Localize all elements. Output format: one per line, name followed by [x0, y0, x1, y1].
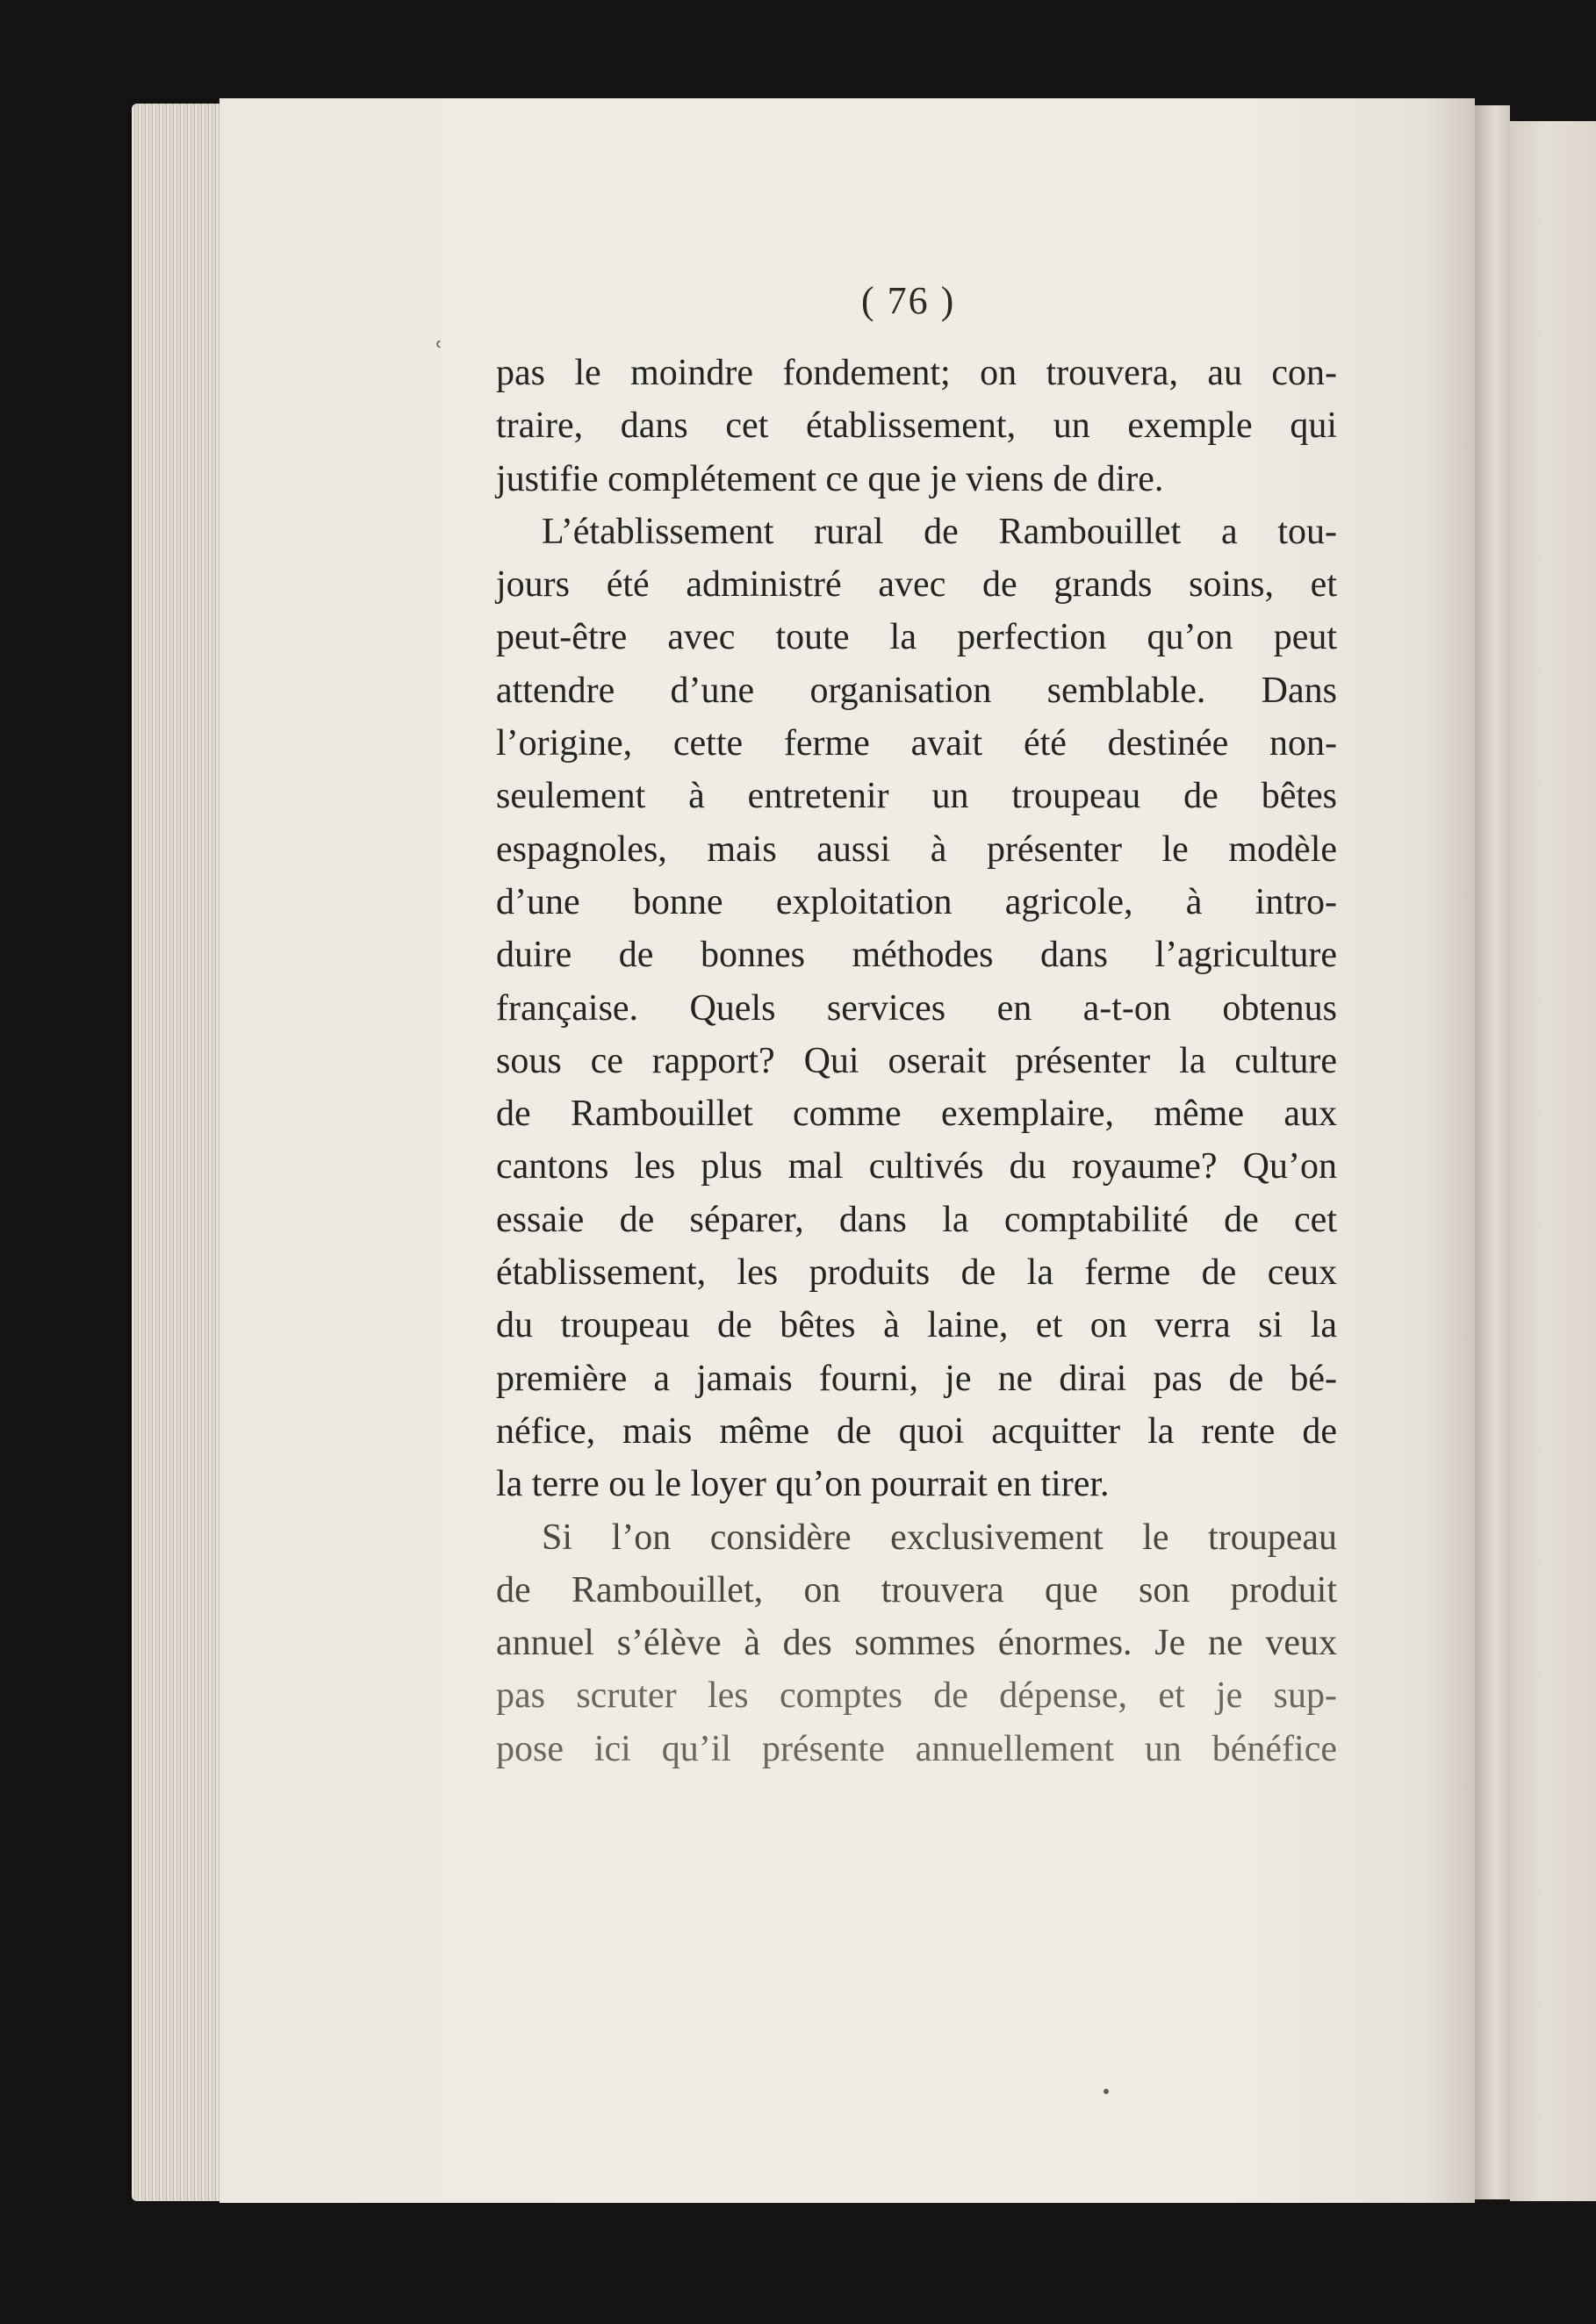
text-line: seulement à entretenir un troupeau de bêtes	[496, 776, 1337, 817]
text-line: L’établissement rural de Rambouillet a tou-	[542, 511, 1337, 552]
text-line: la terre ou le loyer qu’on pourrait en tirer.	[496, 1464, 1110, 1505]
text-line: essaie de séparer, dans la comptabilité de cet	[496, 1199, 1337, 1240]
text-line: du troupeau de bêtes à laine, et on verra si la	[496, 1305, 1337, 1346]
text-line: pas scruter les comptes de dépense, et je sup-	[496, 1675, 1337, 1717]
text-line: justifie complétement ce que je viens de dire.	[496, 458, 1164, 499]
body-text	[496, 347, 1337, 1775]
text-line: première a jamais fourni, je ne dirai pas de bé-	[496, 1358, 1337, 1399]
margin-mark: ʿ	[432, 334, 445, 377]
text-line: de Rambouillet, on trouvera que son produit	[496, 1569, 1337, 1610]
text-line: attendre d’une organisation semblable. Dans	[496, 670, 1337, 711]
text-line: française. Quels services en a-t-on obtenus	[496, 987, 1337, 1029]
text-line: de Rambouillet comme exemplaire, même aux	[496, 1094, 1337, 1135]
text-line: Si l’on considère exclusivement le troupeau	[542, 1517, 1337, 1558]
page-number: ( 76 )	[861, 279, 956, 322]
text-line: sous ce rapport? Qui oserait présenter la culture	[496, 1040, 1337, 1081]
text-line: jours été administré avec de grands soins, et	[496, 564, 1337, 606]
facing-page	[1510, 121, 1596, 2201]
text-line: pas le moindre fondement; on trouvera, au con-	[496, 353, 1337, 393]
text-line: d’une bonne exploitation agricole, à intro-	[496, 881, 1337, 922]
text-line: l’origine, cette ferme avait été destinée non-	[496, 723, 1337, 764]
text-line: néfice, mais même de quoi acquitter la rente de	[496, 1410, 1337, 1452]
text-line: duire de bonnes méthodes dans l’agriculture	[496, 935, 1337, 976]
text-line: espagnoles, mais aussi à présenter le modèle	[496, 828, 1337, 870]
book-gutter	[1475, 105, 1510, 2199]
text-line: cantons les plus mal cultivés du royaume? Qu’on	[496, 1146, 1337, 1187]
text-line: peut-être avec toute la perfection qu’on peut	[496, 617, 1337, 658]
page-edges	[132, 104, 223, 2201]
text-line: pose ici qu’il présente annuellement un bénéfice	[496, 1728, 1337, 1769]
text-line: établissement, les produits de la ferme de ceux	[496, 1252, 1337, 1294]
text-line: traire, dans cet établissement, un exemple qui	[496, 405, 1337, 447]
text-line: annuel s’élève à des sommes énormes. Je ne veux	[496, 1623, 1337, 1664]
ink-dot	[1104, 2089, 1109, 2094]
